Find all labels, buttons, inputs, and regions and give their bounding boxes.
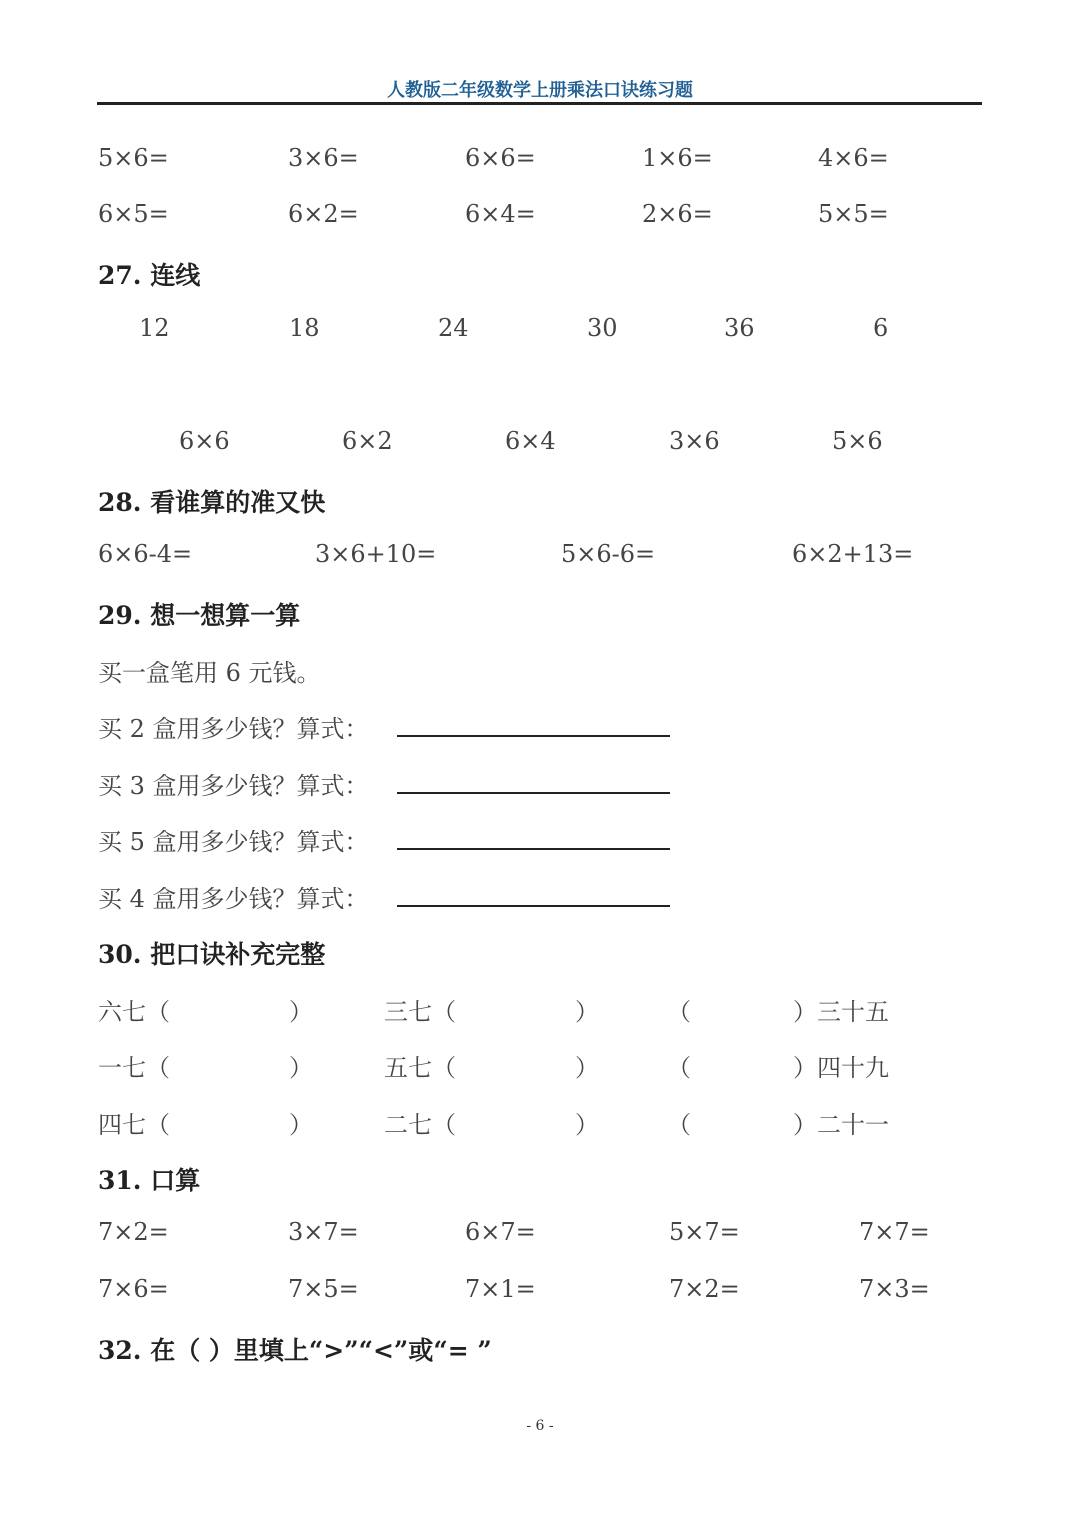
problem-31-r2-c5: 7×3= [859,1275,930,1303]
problem-28-1: 6×6-4= [98,540,193,568]
rhyme-r3-c-open: （ [667,1111,691,1139]
page-number: - 6 - [526,1418,554,1434]
match-expression-4: 3×6 [669,427,720,455]
rhyme-r1-c-open: （ [667,998,691,1026]
section-29-intro: 买一盒笔用 6 元钱。 [98,659,321,687]
match-expression-1: 6×6 [179,427,230,455]
header-rule [97,102,982,105]
rhyme-r2-a-open: 一七（ [98,1054,170,1082]
rhyme-r3-a-close: ） [289,1111,313,1139]
problem-28-3: 5×6-6= [561,540,656,568]
section-31-title: 31. 口算 [98,1166,201,1195]
answer-line-1 [397,735,670,737]
problem-28-2: 3×6+10= [315,540,437,568]
problem-31-r1-c2: 3×7= [288,1218,359,1246]
match-number-6: 6 [873,314,889,342]
problem-31-r2-c4: 7×2= [669,1275,740,1303]
match-number-1: 12 [139,314,170,342]
rhyme-r2-a-close: ） [289,1054,313,1082]
word-problem-4-label: 买 4 盒用多少钱？算式： [98,885,369,913]
section-32-title: 32. 在（ ）里填上“>”“<”或“= ” [98,1336,492,1365]
rhyme-r1-c-close: ）三十五 [793,998,889,1026]
rhyme-r1-b-open: 三七（ [384,998,456,1026]
answer-line-3 [397,848,670,850]
section-29-title: 29. 想一想算一算 [98,601,301,630]
section-27-title: 27. 连线 [98,261,201,290]
rhyme-r3-b-open: 二七（ [384,1111,456,1139]
match-number-5: 36 [724,314,755,342]
problem-26-r2-c5: 5×5= [818,200,889,228]
match-number-2: 18 [289,314,320,342]
page-header-title: 人教版二年级数学上册乘法口诀练习题 [387,80,693,101]
problem-31-r1-c3: 6×7= [465,1218,536,1246]
match-expression-2: 6×2 [342,427,393,455]
rhyme-r2-c-close: ）四十九 [793,1054,889,1082]
problem-31-r1-c4: 5×7= [669,1218,740,1246]
rhyme-r2-b-open: 五七（ [384,1054,456,1082]
rhyme-r3-b-close: ） [575,1111,599,1139]
rhyme-r3-a-open: 四七（ [98,1111,170,1139]
problem-26-r2-c4: 2×6= [642,200,713,228]
answer-line-4 [397,905,670,907]
answer-line-2 [397,792,670,794]
word-problem-3-label: 买 5 盒用多少钱？算式： [98,828,369,856]
problem-31-r2-c2: 7×5= [288,1275,359,1303]
problem-26-r2-c1: 6×5= [98,200,169,228]
word-problem-2-label: 买 3 盒用多少钱？算式： [98,772,369,800]
match-number-4: 30 [587,314,618,342]
rhyme-r2-b-close: ） [575,1054,599,1082]
rhyme-r2-c-open: （ [667,1054,691,1082]
word-problem-1-label: 买 2 盒用多少钱？算式： [98,715,369,743]
problem-31-r2-c1: 7×6= [98,1275,169,1303]
problem-28-4: 6×2+13= [792,540,914,568]
problem-31-r2-c3: 7×1= [465,1275,536,1303]
problem-26-r1-c2: 3×6= [288,144,359,172]
problem-26-r1-c3: 6×6= [465,144,536,172]
section-28-title: 28. 看谁算的准又快 [98,488,326,517]
problem-26-r1-c1: 5×6= [98,144,169,172]
problem-31-r1-c5: 7×7= [859,1218,930,1246]
rhyme-r1-b-close: ） [575,998,599,1026]
problem-26-r2-c3: 6×4= [465,200,536,228]
problem-26-r1-c5: 4×6= [818,144,889,172]
problem-26-r1-c4: 1×6= [642,144,713,172]
section-30-title: 30. 把口诀补充完整 [98,940,326,969]
problem-31-r1-c1: 7×2= [98,1218,169,1246]
rhyme-r3-c-close: ）二十一 [793,1111,889,1139]
match-expression-5: 5×6 [832,427,883,455]
match-expression-3: 6×4 [505,427,556,455]
problem-26-r2-c2: 6×2= [288,200,359,228]
rhyme-r1-a-close: ） [289,998,313,1026]
rhyme-r1-a-open: 六七（ [98,998,170,1026]
match-number-3: 24 [438,314,469,342]
